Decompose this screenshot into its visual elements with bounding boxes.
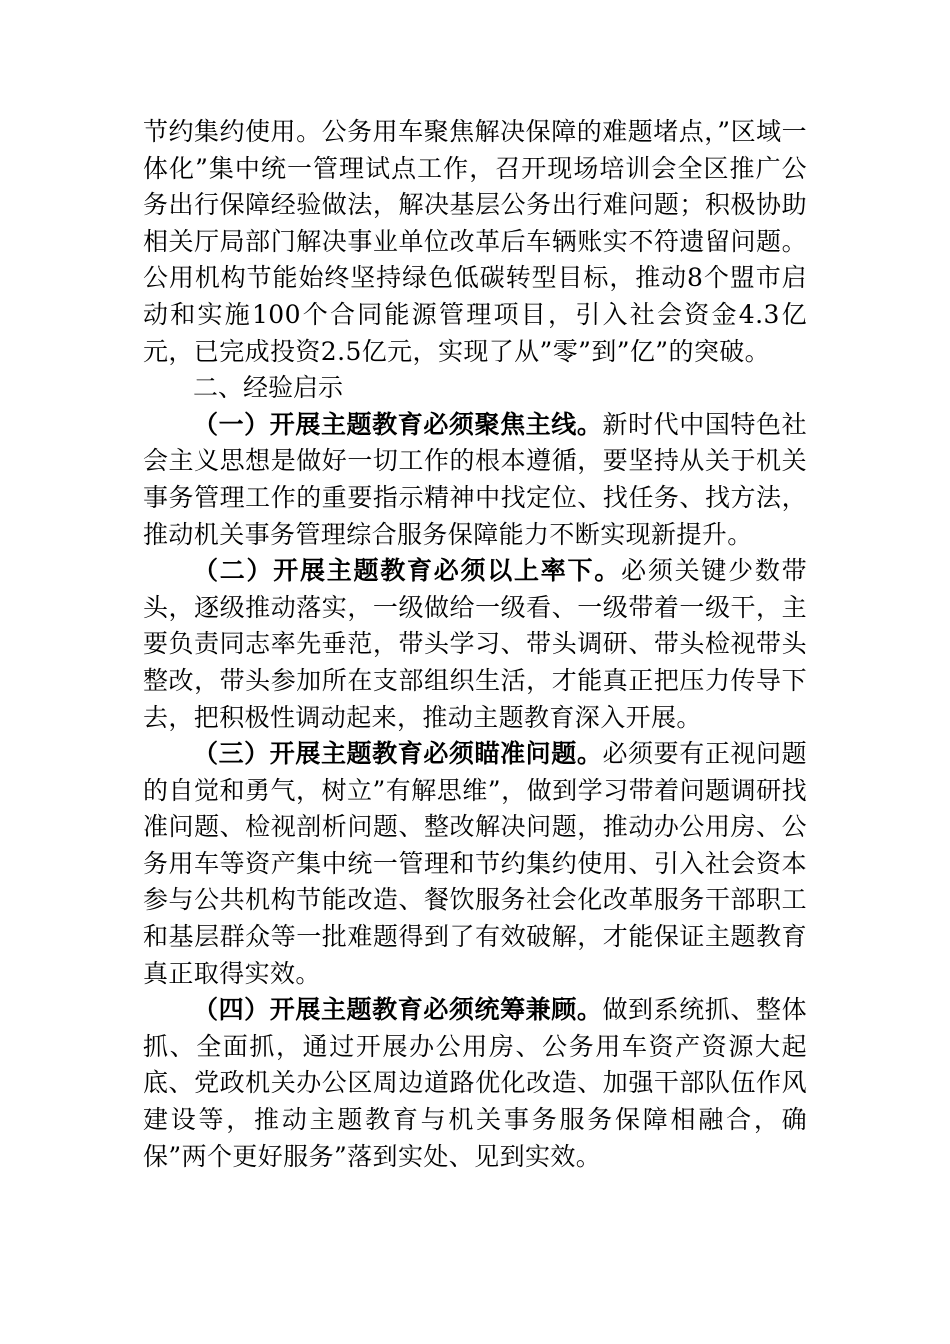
section-heading: 二、经验启示 bbox=[193, 373, 344, 403]
point-lead-4: （四）开展主题教育必须统筹兼顾。 bbox=[193, 995, 603, 1025]
point-body-4: 做到系统抓、整体抓、全面抓，通过开展办公用房、公务用车资产资源大起底、党政机关办公区周边道路优化改造、加强干部队伍作风建设等，推动主题教育与机关事务服务保障相融合，确保”两个更好服务”落到实处、见到实效。 bbox=[143, 995, 808, 1171]
point-body-1: 新时代中国特色社会主义思想是做好一切工作的根本遵循，要坚持从关于机关事务管理工作的重要指示精神中找定位、找任务、找方法，推动机关事务管理综合服务保障能力不断实现新提升。 bbox=[143, 409, 808, 549]
paragraph-continuation: 节约集约使用。公务用车聚焦解决保障的难题堵点，”区域一体化”集中统一管理试点工作，召开现场培训会全区推广公务出行保障经验做法，解决基层公务出行难问题；积极协助相关厅局部门解决事业单位改革后车辆账实不符遗留问题。公用机构节能始终坚持绿色低碳转型目标，推动8个盟市启动和实施100个合同能源管理项目，引入社会资金4.3亿元，已完成投资2.5亿元，实现了从”零”到”亿”的突破。 bbox=[143, 117, 807, 366]
document-body bbox=[143, 114, 807, 1175]
point-body-3: 必须要有正视问题的自觉和勇气，树立”有解思维”，做到学习带着问题调研找准问题、检视剖析问题、整改解决问题，推动办公用房、公务用车等资产集中统一管理和节约集约使用、引入社会资本参与公共机构节能改造、餐饮服务社会化改革服务干部职工和基层群众等一批难题得到了有效破解，才能保证主题教育真正取得实效。 bbox=[143, 739, 808, 988]
point-lead-2: （二）开展主题教育必须以上率下。 bbox=[193, 556, 622, 586]
point-lead-1: （一）开展主题教育必须聚焦主线。 bbox=[193, 409, 603, 439]
point-paragraph-1 bbox=[143, 407, 807, 553]
point-paragraph-2 bbox=[143, 553, 807, 736]
point-body-2: 必须关键少数带头，逐级推动落实，一级做给一级看、一级带着一级干，主要负责同志率先垂范，带头学习、带头调研、带头检视带头整改，带头参加所在支部组织生活，才能真正把压力传导下去，把积极性调动起来，推动主题教育深入开展。 bbox=[143, 556, 807, 732]
point-lead-3: （三）开展主题教育必须瞄准问题。 bbox=[193, 739, 603, 769]
point-paragraph-4 bbox=[143, 992, 807, 1175]
point-paragraph-3 bbox=[143, 736, 807, 992]
